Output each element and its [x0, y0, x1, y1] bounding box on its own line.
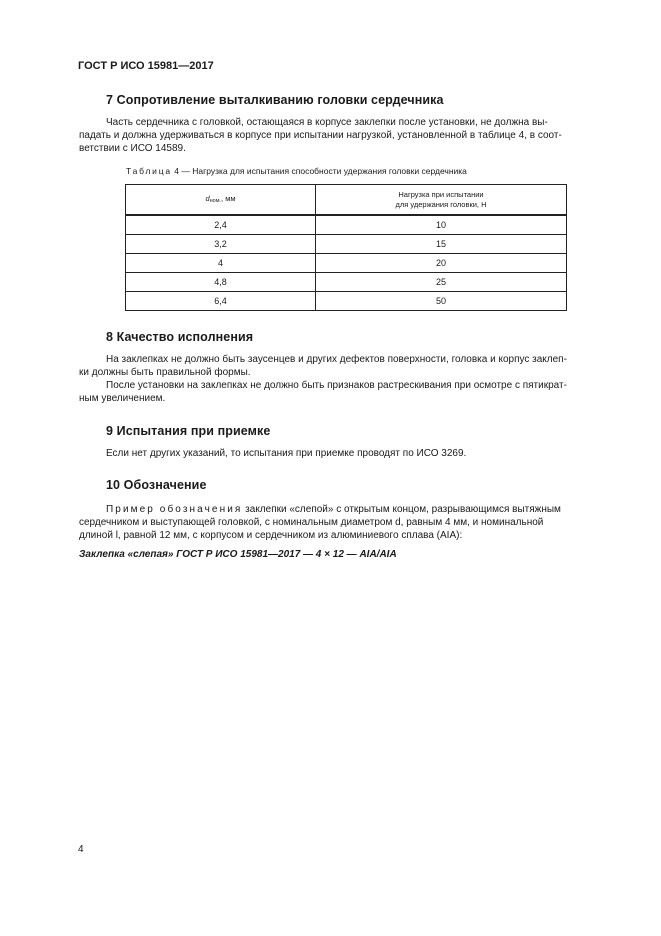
- load-cell: 20: [316, 254, 567, 273]
- section-7-line-1: Часть сердечника с головкой, остающаяся в корпусе заклепки после установки, не должна вы-: [106, 117, 548, 128]
- section-10-line-2: сердечником и выступающей головкой, с номинальным диаметром d, равным 4 мм, и номинальной: [79, 517, 544, 528]
- diameter-cell: 3,2: [126, 235, 316, 254]
- section-8-heading: 8 Качество исполнения: [106, 330, 254, 344]
- section-9-heading: 9 Испытания при приемке: [106, 424, 271, 438]
- diameter-unit: , мм: [221, 193, 236, 203]
- load-header-line-2: для удержания головки, Н: [395, 199, 487, 209]
- page-number: 4: [78, 844, 84, 855]
- table-header-diameter: [126, 185, 316, 216]
- table-row: [126, 215, 567, 235]
- diameter-cell: 6,4: [126, 292, 316, 311]
- section-10-line-1: [106, 503, 561, 516]
- load-cell: 25: [316, 273, 567, 292]
- document-code-header: ГОСТ Р ИСО 15981—2017: [78, 60, 214, 72]
- table-row: [126, 254, 567, 273]
- load-cell: 50: [316, 292, 567, 311]
- example-text: заклепки «слепой» с открытым концом, разрывающимся вытяжным: [242, 504, 561, 515]
- example-label: Пример обозначения: [106, 504, 243, 515]
- section-7-heading: 7 Сопротивление выталкиванию головки сердечника: [106, 93, 444, 107]
- section-8-line-4: ным увеличением.: [79, 393, 166, 404]
- diameter-symbol: d: [205, 193, 210, 203]
- section-8-line-3: После установки на заклепках не должно быть признаков растрескивания при осмотре с пятикрат-: [106, 380, 567, 391]
- table-header-row: [126, 185, 567, 216]
- table-4: [125, 184, 567, 311]
- table-caption-text: 4 — Нагрузка для испытания способности удержания головки сердечника: [171, 166, 467, 176]
- table-header-load: [316, 185, 567, 216]
- section-8-line-1: На заклепках не должно быть заусенцев и других дефектов поверхности, головка и корпус заклеп-: [106, 354, 567, 365]
- section-8-line-2: ки должны быть правильной формы.: [79, 367, 251, 378]
- section-10-heading: 10 Обозначение: [106, 478, 207, 492]
- section-7-line-2: падать и должна удерживаться в корпусе при испытании нагрузкой, установленной в таблице 4, в соот-: [79, 130, 562, 141]
- section-10-line-3: длиной l, равной 12 мм, с корпусом и сердечником из алюминиевого сплава (AIA):: [79, 530, 463, 541]
- load-cell: 10: [316, 215, 567, 235]
- diameter-cell: 2,4: [126, 215, 316, 235]
- section-9-text: Если нет других указаний, то испытания при приемке проводят по ИСО 3269.: [106, 448, 467, 459]
- designation-example: Заклепка «слепая» ГОСТ Р ИСО 15981—2017 — 4 × 12 — AIA/AIA: [79, 549, 397, 560]
- table-row: [126, 273, 567, 292]
- section-7-line-3: ветствии с ИСО 14589.: [79, 143, 186, 154]
- diameter-cell: 4: [126, 254, 316, 273]
- table-row: [126, 235, 567, 254]
- table-caption-label: Таблица: [126, 166, 172, 176]
- load-cell: 15: [316, 235, 567, 254]
- diameter-subscript: ном.: [209, 197, 222, 204]
- diameter-cell: 4,8: [126, 273, 316, 292]
- table-4-caption: [126, 166, 467, 176]
- load-header-line-1: Нагрузка при испытании: [398, 189, 484, 199]
- table-row: [126, 292, 567, 311]
